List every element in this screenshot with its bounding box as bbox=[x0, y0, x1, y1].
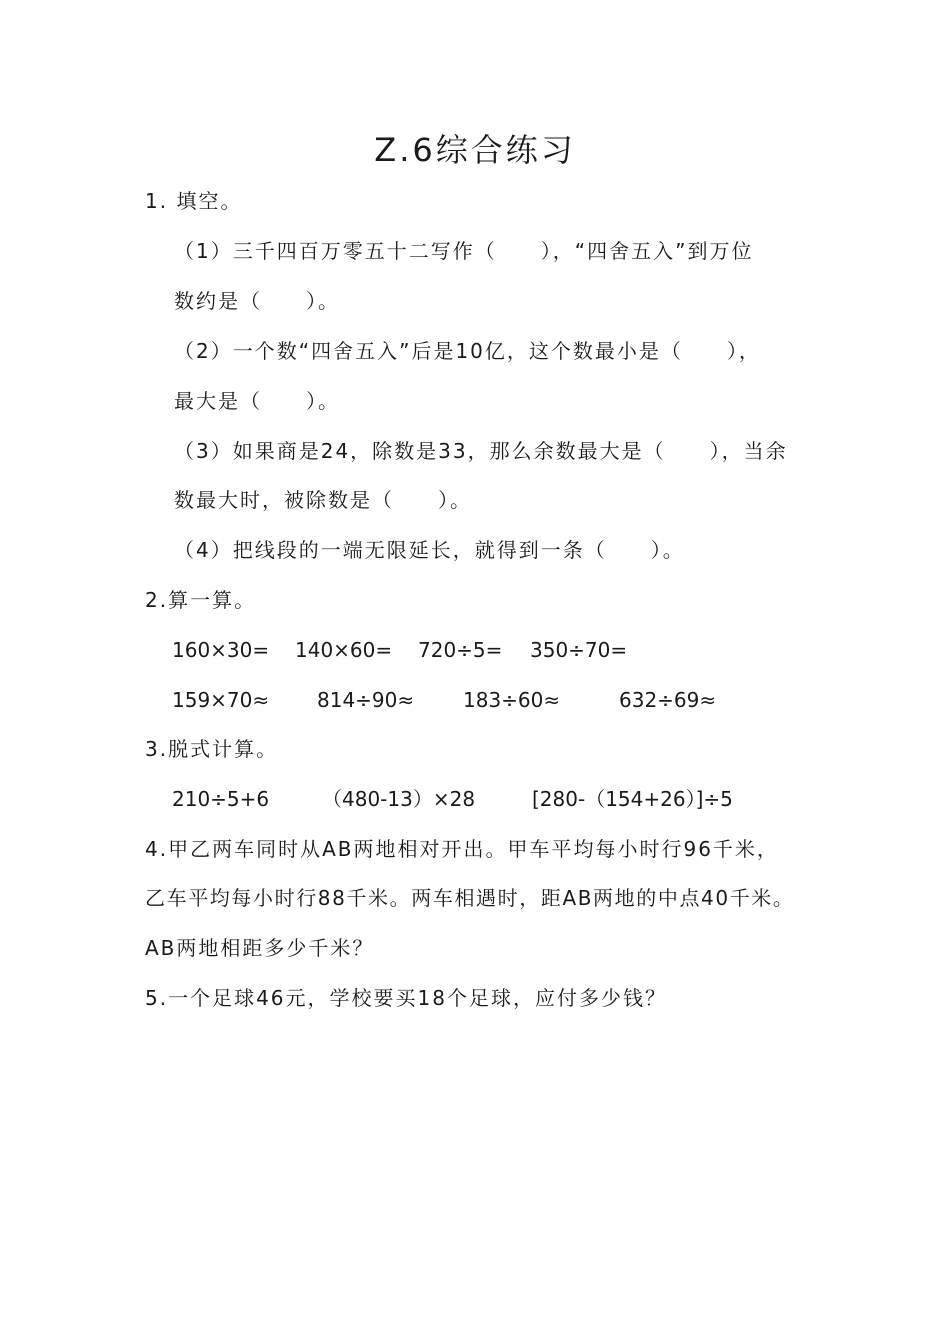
q2-row2-item3: 183÷60≈ bbox=[463, 688, 561, 712]
q2-row2-item4: 632÷69≈ bbox=[619, 688, 717, 712]
q2-heading: 2.算一算。 bbox=[145, 588, 257, 612]
q2-row1-item1: 160×30= bbox=[172, 638, 270, 662]
q3-item1: 210÷5+6 bbox=[172, 787, 270, 811]
q5-line1: 5.一个足球46元，学校要买18个足球，应付多少钱？ bbox=[145, 986, 667, 1010]
q4-line2: 乙车平均每小时行88千米。两车相遇时，距AB两地的中点40千米。 bbox=[145, 886, 795, 910]
q1-part2-line1: （2）一个数“四舍五入”后是10亿，这个数最小是（ ）， bbox=[174, 339, 761, 363]
q2-row1-item3: 720÷5= bbox=[418, 638, 503, 662]
q2-row2-item1: 159×70≈ bbox=[172, 688, 270, 712]
q3-item2: （480-13）×28 bbox=[322, 787, 476, 811]
q4-line3: AB两地相距多少千米？ bbox=[145, 936, 375, 960]
q1-part2-line2: 最大是（ ）。 bbox=[174, 389, 340, 413]
q2-row1-item4: 350÷70= bbox=[530, 638, 628, 662]
q2-row1-item2: 140×60= bbox=[295, 638, 393, 662]
q3-heading: 3.脱式计算。 bbox=[145, 737, 279, 761]
q4-line1: 4.甲乙两车同时从AB两地相对开出。甲车平均每小时行96千米， bbox=[145, 837, 779, 861]
page-title: Z.6综合练习 bbox=[374, 131, 576, 169]
q1-part1-line2: 数约是（ ）。 bbox=[174, 289, 340, 313]
q1-part4-line1: （4）把线段的一端无限延长，就得到一条（ ）。 bbox=[174, 538, 685, 562]
q2-row2-item2: 814÷90≈ bbox=[317, 688, 415, 712]
q1-part3-line2: 数最大时，被除数是（ ）。 bbox=[174, 488, 472, 512]
q1-heading: 1. 填空。 bbox=[145, 189, 243, 213]
q3-item3: [280-（154+26）]÷5 bbox=[532, 787, 733, 811]
q1-part3-line1: （3）如果商是24，除数是33，那么余数最大是（ ），当余 bbox=[174, 439, 788, 463]
q1-part1-line1: （1）三千四百万零五十二写作（ ），“四舍五入”到万位 bbox=[174, 239, 754, 263]
